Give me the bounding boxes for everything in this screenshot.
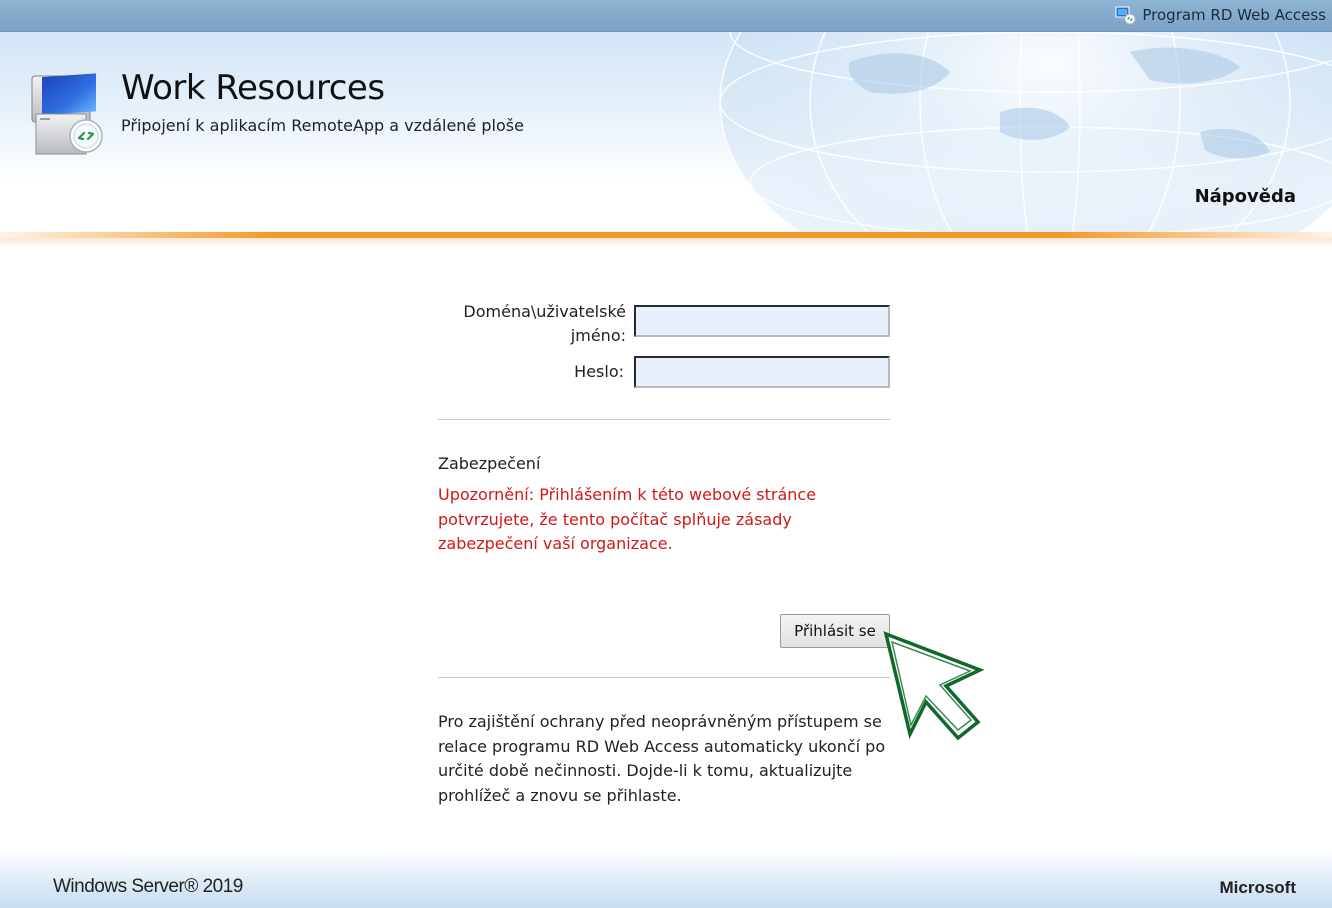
help-link[interactable]: Nápověda: [1194, 186, 1296, 207]
password-row: [438, 356, 890, 390]
username-row: [438, 300, 890, 348]
mouse-pointer-icon: [880, 630, 984, 740]
rd-web-access-brand: [1114, 4, 1326, 26]
username-input[interactable]: [634, 305, 890, 337]
windows-server-logo: Windows Server® 2019: [53, 876, 243, 897]
rd-web-access-icon: [1114, 4, 1136, 26]
security-warning: Upozornění: Přihlášením k této webové stránce potvrzujete, že tento počítač splňuje zásady zabezpečení vaší organizace.: [438, 485, 817, 553]
brand-label: Program RD Web Access: [1142, 6, 1326, 24]
security-title: Zabezpečení: [438, 454, 541, 473]
login-button[interactable]: Přihlásit se: [780, 614, 890, 648]
timeout-note: Pro zajištění ochrany před neoprávněným přístupem se relace programu RD Web Access automaticky ukončí po určité době nečinnosti. Dojde-li k tomu, aktualizujte prohlížeč a znovu se přihlaste.: [438, 712, 886, 805]
microsoft-logo: Microsoft: [1219, 878, 1296, 897]
username-label: Doména\uživatelské jméno:: [463, 302, 626, 345]
divider: [438, 677, 890, 678]
page-title: Work Resources: [121, 68, 385, 108]
top-bar: [0, 0, 1332, 32]
header: [0, 32, 1332, 232]
page-subtitle: Připojení k aplikacím RemoteApp a vzdálené ploše: [121, 116, 524, 135]
divider: [438, 419, 890, 420]
password-label: Heslo:: [574, 362, 624, 381]
header-accent-bar: [0, 232, 1332, 238]
remote-desktop-monitor-icon: [30, 68, 106, 168]
password-input[interactable]: [634, 356, 890, 388]
footer: [0, 850, 1332, 908]
